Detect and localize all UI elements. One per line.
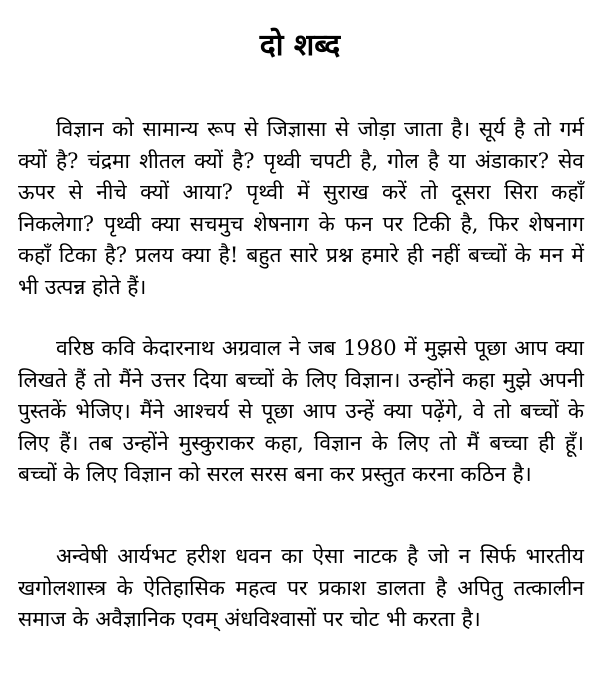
paragraph-kedarnath: वरिष्ठ कवि केदारनाथ अग्रवाल ने जब 1980 में मुझसे पूछा आप क्या लिखते हैं तो मैंने उत्तर दिया बच्चों के लिए विज्ञान। उन्होंने कहा मुझे अपनी पुस्तकें भेजिए। मैंने आश्चर्य से पूछा आप उन्हें क्या पढ़ेंगे, वे तो बच्चों के लिए हैं। तब उन्होंने मुस्कुराकर कहा, विज्ञान के लिए तो मैं बच्चा ही हूँ। बच्चों के लिए विज्ञान को सरल सरस बना कर प्रस्तुत करना कठिन है। xyxy=(18,336,584,487)
page-title: दो शब्द xyxy=(259,28,341,63)
paragraph-curiosity: विज्ञान को सामान्य रूप से जिज्ञासा से जोड़ा जाता है। सूर्य है तो गर्म क्यों है? चंद्रमा शीतल क्यों है? पृथ्वी चपटी है, गोल है या अंडाकार? सेव ऊपर से नीचे क्यों आया? पृथ्वी में सुराख करें तो दूसरा सिरा कहाँ निकलेगा? पृथ्वी क्या सचमुच शेषनाग के फन पर टिकी है, फिर शेषनाग कहाँ टिका है? प्रलय क्या है! बहुत सारे प्रश्न हमारे ही नहीं बच्चों के मन में भी उत्पन्न होते हैं। xyxy=(18,117,584,299)
paragraph-aryabhat: अन्वेषी आर्यभट हरीश धवन का ऐसा नाटक है जो न सिर्फ भारतीय खगोलशास्त्र के ऐतिहासिक महत्व पर प्रकाश डालता है अपितु तत्कालीन समाज के अवैज्ञानिक एवम् अंधविश्वासों पर चोट भी करता है। xyxy=(18,544,584,632)
